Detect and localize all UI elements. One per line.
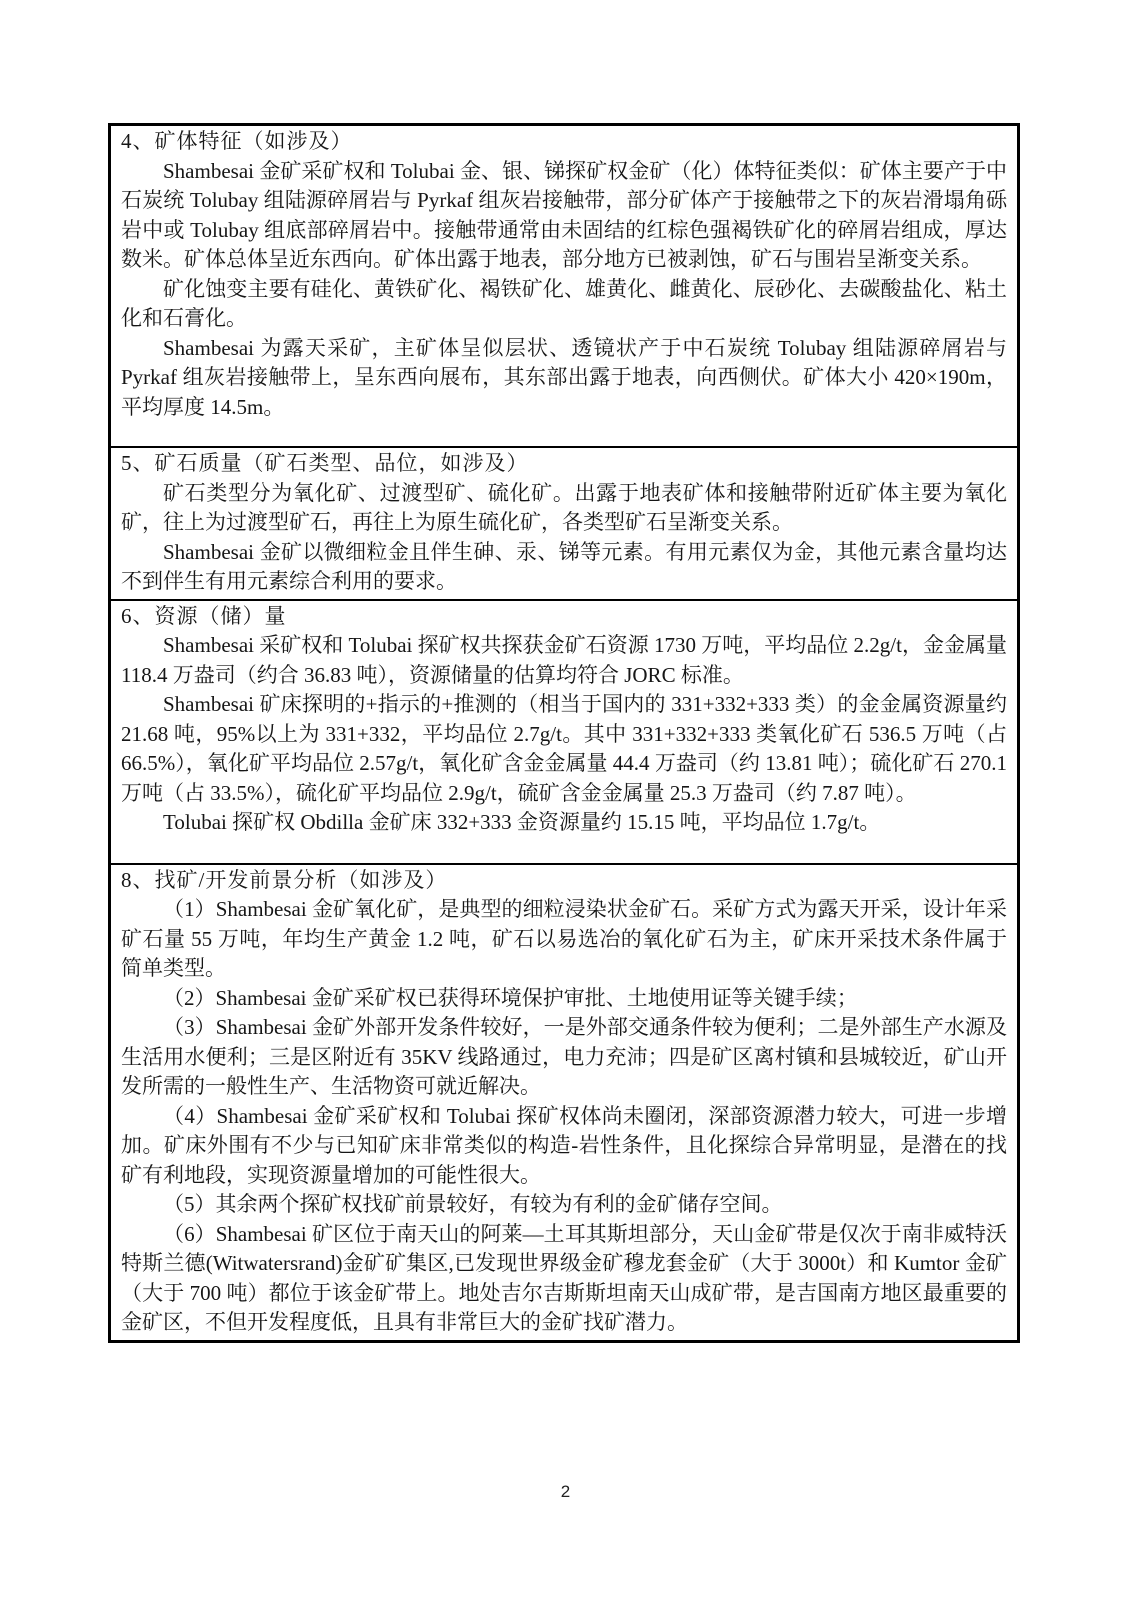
- paragraph: （5）其余两个探矿权找矿前景较好，有较为有利的金矿储存空间。: [163, 1192, 783, 1216]
- section-resources-reserves: [111, 601, 1017, 865]
- paragraph: （3）Shambesai 金矿外部开发条件较好，一是外部交通条件较为便利；二是外部生产水源及生活用水便利；三是区附近有 35KV 线路通过，电力充沛；四是矿区离村镇和县城较近，矿山开发所需的一般性生产、生活物资可就近解决。: [121, 1015, 1007, 1098]
- section-title: 6、资源（储）量: [121, 603, 287, 628]
- paragraph: Shambesai 采矿权和 Tolubai 探矿权共探获金矿石资源 1730 万吨，平均品位 2.2g/t，金金属量 118.4 万盎司（约合 36.83 吨），资源储量的估算均符合 JORC 标准。: [121, 633, 1007, 687]
- section-ore-quality: [111, 448, 1017, 601]
- paragraph: （2）Shambesai 金矿采矿权已获得环境保护审批、土地使用证等关键手续；: [163, 985, 858, 1010]
- section-title: 4、矿体特征（如涉及）: [121, 129, 353, 153]
- paragraph: Shambesai 金矿以微细粒金且伴生砷、汞、锑等元素。有用元素仅为金，其他元素含量均达不到伴生有用元素综合利用的要求。: [121, 539, 1007, 593]
- page-number: 2: [560, 1482, 571, 1501]
- paragraph: Shambesai 矿床探明的+指示的+推测的（相当于国内的 331+332+333 类）的金金属资源量约 21.68 吨，95%以上为 331+332，平均品位 2.7g/t。其中 331+332+333 类氧化矿石 536.5 万吨（占 66.5%），氧化矿平均品位 2.57g/t，氧化矿含金金属量 44.4 万盎司（约 13.81 吨）；硫化矿石 270.1 万吨（占 33.5%），硫化矿平均品位 2.9g/t，硫矿含金金属量 25.3 万盎司（约 7.87 吨）。: [121, 692, 1007, 805]
- paragraph: Shambesai 为露天采矿，主矿体呈似层状、透镜状产于中石炭统 Tolubay 组陆源碎屑岩与 Pyrkaf 组灰岩接触带上，呈东西向展布，其东部出露于地表，向西侧伏。矿体大小 420×190m，平均厚度 14.5m。: [121, 335, 1007, 419]
- section-title: 8、找矿/开发前景分析（如涉及）: [121, 867, 448, 892]
- paragraph: Tolubai 探矿权 Obdilla 金矿床 332+333 金资源量约 15.15 吨，平均品位 1.7g/t。: [163, 810, 881, 834]
- paragraph: （6）Shambesai 矿区位于南天山的阿莱—土耳其斯坦部分，天山金矿带是仅次于南非威特沃特斯兰德(Witwatersrand)金矿矿集区,已发现世界级金矿穆龙套金矿（大于 3000t）和 Kumtor 金矿（大于 700 吨）都位于该金矿带上。地处吉尔吉斯斯坦南天山成矿带，是吉国南方地区最重要的金矿区，不但开发程度低，且具有非常巨大的金矿找矿潜力。: [121, 1221, 1007, 1334]
- paragraph: 矿化蚀变主要有硅化、黄铁矿化、褐铁矿化、雄黄化、雌黄化、辰砂化、去碳酸盐化、粘土化和石膏化。: [121, 276, 1007, 330]
- section-ore-body-features: [111, 126, 1017, 448]
- paragraph: Shambesai 金矿采矿权和 Tolubai 金、银、锑探矿权金矿（化）体特征类似：矿体主要产于中石炭统 Tolubay 组陆源碎屑岩与 Pyrkaf 组灰岩接触带，部分矿体产于接触带之下的灰岩滑塌角砾岩中或 Tolubay 组底部碎屑岩中。接触带通常由未固结的红棕色强褐铁矿化的碎屑岩组成，厚达数米。矿体总体呈近东西向。矿体出露于地表，部分地方已被剥蚀，矿石与围岩呈渐变关系。: [121, 158, 1007, 271]
- report-table: [108, 123, 1020, 1343]
- section-prospecting-development-analysis: [111, 865, 1017, 1340]
- paragraph: （4）Shambesai 金矿采矿权和 Tolubai 探矿权体尚未圈闭，深部资源潜力较大，可进一步增加。矿床外围有不少与已知矿床非常类似的构造-岩性条件，且化探综合异常明显，是潜在的找矿有利地段，实现资源量增加的可能性很大。: [121, 1103, 1007, 1187]
- paragraph: （1）Shambesai 金矿氧化矿，是典型的细粒浸染状金矿石。采矿方式为露天开采，设计年采矿石量 55 万吨，年均生产黄金 1.2 吨，矿石以易选冶的氧化矿石为主，矿床开采技术条件属于简单类型。: [121, 897, 1007, 980]
- section-title: 5、矿石质量（矿石类型、品位，如涉及）: [121, 451, 529, 475]
- paragraph: 矿石类型分为氧化矿、过渡型矿、硫化矿。出露于地表矿体和接触带附近矿体主要为氧化矿，往上为过渡型矿石，再往上为原生硫化矿，各类型矿石呈渐变关系。: [121, 480, 1007, 534]
